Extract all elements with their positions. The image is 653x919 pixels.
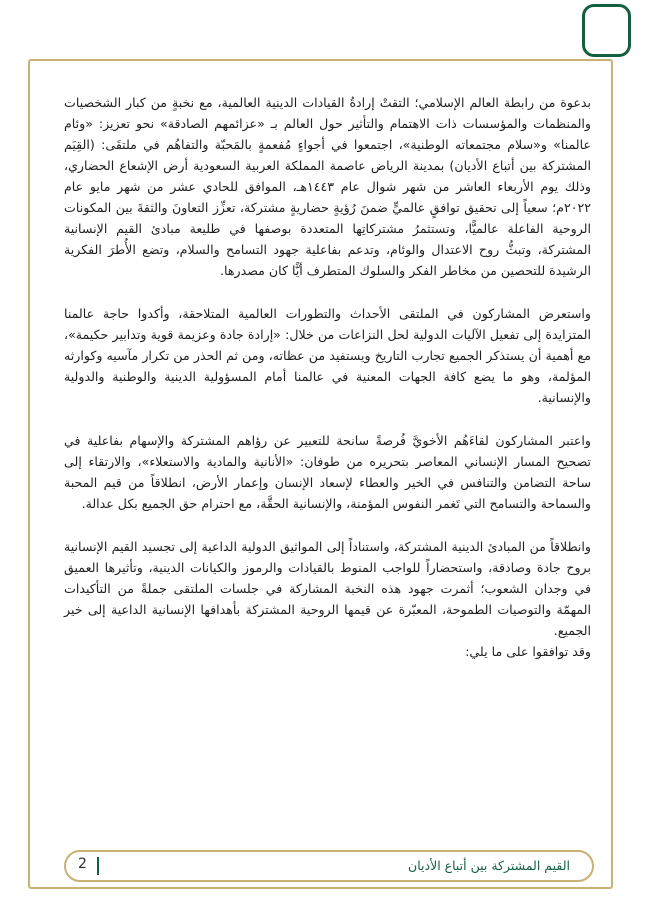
paragraph-1: بدعوة من رابطة العالم الإسلامي؛ التقتْ إرادةُ القيادات الدينية العالمية، مع نخبةٍ من كبار الشخصيات والمنظمات والمؤسسات ذات الاهتمام والتأثير حول العالم بـ «عزائمهم الصادقة» نحو تعزيز: «وئام عالمنا» و«سلام مجتمعاته الوطنية»، اجتمعوا في أجواءٍ مُفعمةٍ بالمَحبّة والتفاهُم في ملتقَى: (القِيَم المشتركة بين أتباع الأديان) بمدينة الرياض عاصمة المملكة العربية السعودية أرض الإشعاع الحضاري، وذلك يوم الأربعاء العاشر من شهر شوال عام ١٤٤٣هـ، الموافق للحادي عشر من شهر مايو عام ٢٠٢٢م؛ سعياً إلى تحقيق توافقٍ عالميٍّ ضمنَ رُؤيةٍ حضاريةٍ مشتركة، تعزِّز التعاونَ والثقةَ بين المكونات الروحية الفاعلة عالميًّا، وتستثمرُ مشتركاتِها المتعددة بوصفها في طليعة مبادئ القيم الإنسانية المشتركة، وتبثُّ روح الاعتدال والوئام، وتدعم بفاعلية جهود التسامح والسلام، وتضع الأُطرَ الفكرية الرشيدة للتحصين من مخاطر الفكر والسلوك المتطرف أيًّا كان مصدرها.: [64, 95, 591, 278]
paragraph-3: واعتبر المشاركون لقاءَهُم الأخويَّ فُرصةً سانحة للتعبير عن رؤاهم المشتركة والإسهام بفاعلية في تصحيح المسار الإنساني المعاصر بتحريره من طوفان: «الأنانية والمادية والاستعلاء»، والارتقاء إلى ساحة التضامن والتنافس في الخير والعطاء لإسعاد الإنسان وإعمار الأرض، انطلاقاً من قيم المحبة والسماحة والتسامح التي تَغمر النفوس المؤمنة، والإنسانية الحقَّة، مع احترام حق الجميع بكل عدالة.: [64, 433, 591, 511]
paragraph-4: وانطلاقاً من المبادئ الدينية المشتركة، واستناداً إلى المواثيق الدولية الداعية إلى تجسيد القيم الإنسانية بروح جادة وصادقة، واستحضاراً للواجب المنوط بالقيادات والرموز والكيانات الدينية، وتأثيرها العميق في وجدان الشعوب؛ أثمرت جهود هذه النخبة المشاركة في جلسات الملتقى جملةً من التأكيدات المهمّة والتوصيات الطموحة، المعبّرة عن قيمها الروحية المشتركة بأهدافها الإنسانية الداعية إلى خير الجميع.: [64, 539, 591, 638]
closing-line: وقد توافقوا على ما يلي:: [465, 644, 591, 659]
page-number: 2: [78, 856, 87, 872]
footer-separator: [97, 857, 99, 875]
paragraph-2: واستعرض المشاركون في الملتقى الأحداث والتطورات العالمية المتلاحقة، وأكدوا حاجة عالمنا المتزايدة إلى تفعيل الآليات الدولية لحل النزاعات من خلال: «إرادة جادة وعزيمة قوية وتدابير حكيمة»، مع أهمية أن يستذكر الجميع تجارب التاريخ ويستفيد من عظاته، ومن ثم الحذر من تكرار مآسيه وكوارثه المؤلمة، وهو ما يضع كافة الجهات المعنية في عالمنا أمام المسؤولية الدينية والوطنية والدولية والإنسانية.: [64, 306, 591, 405]
document-body: [64, 92, 591, 662]
page-footer: [64, 850, 594, 882]
corner-ornament: [582, 4, 631, 57]
footer-title: القيم المشتركة بين أتباع الأديان: [408, 858, 570, 873]
